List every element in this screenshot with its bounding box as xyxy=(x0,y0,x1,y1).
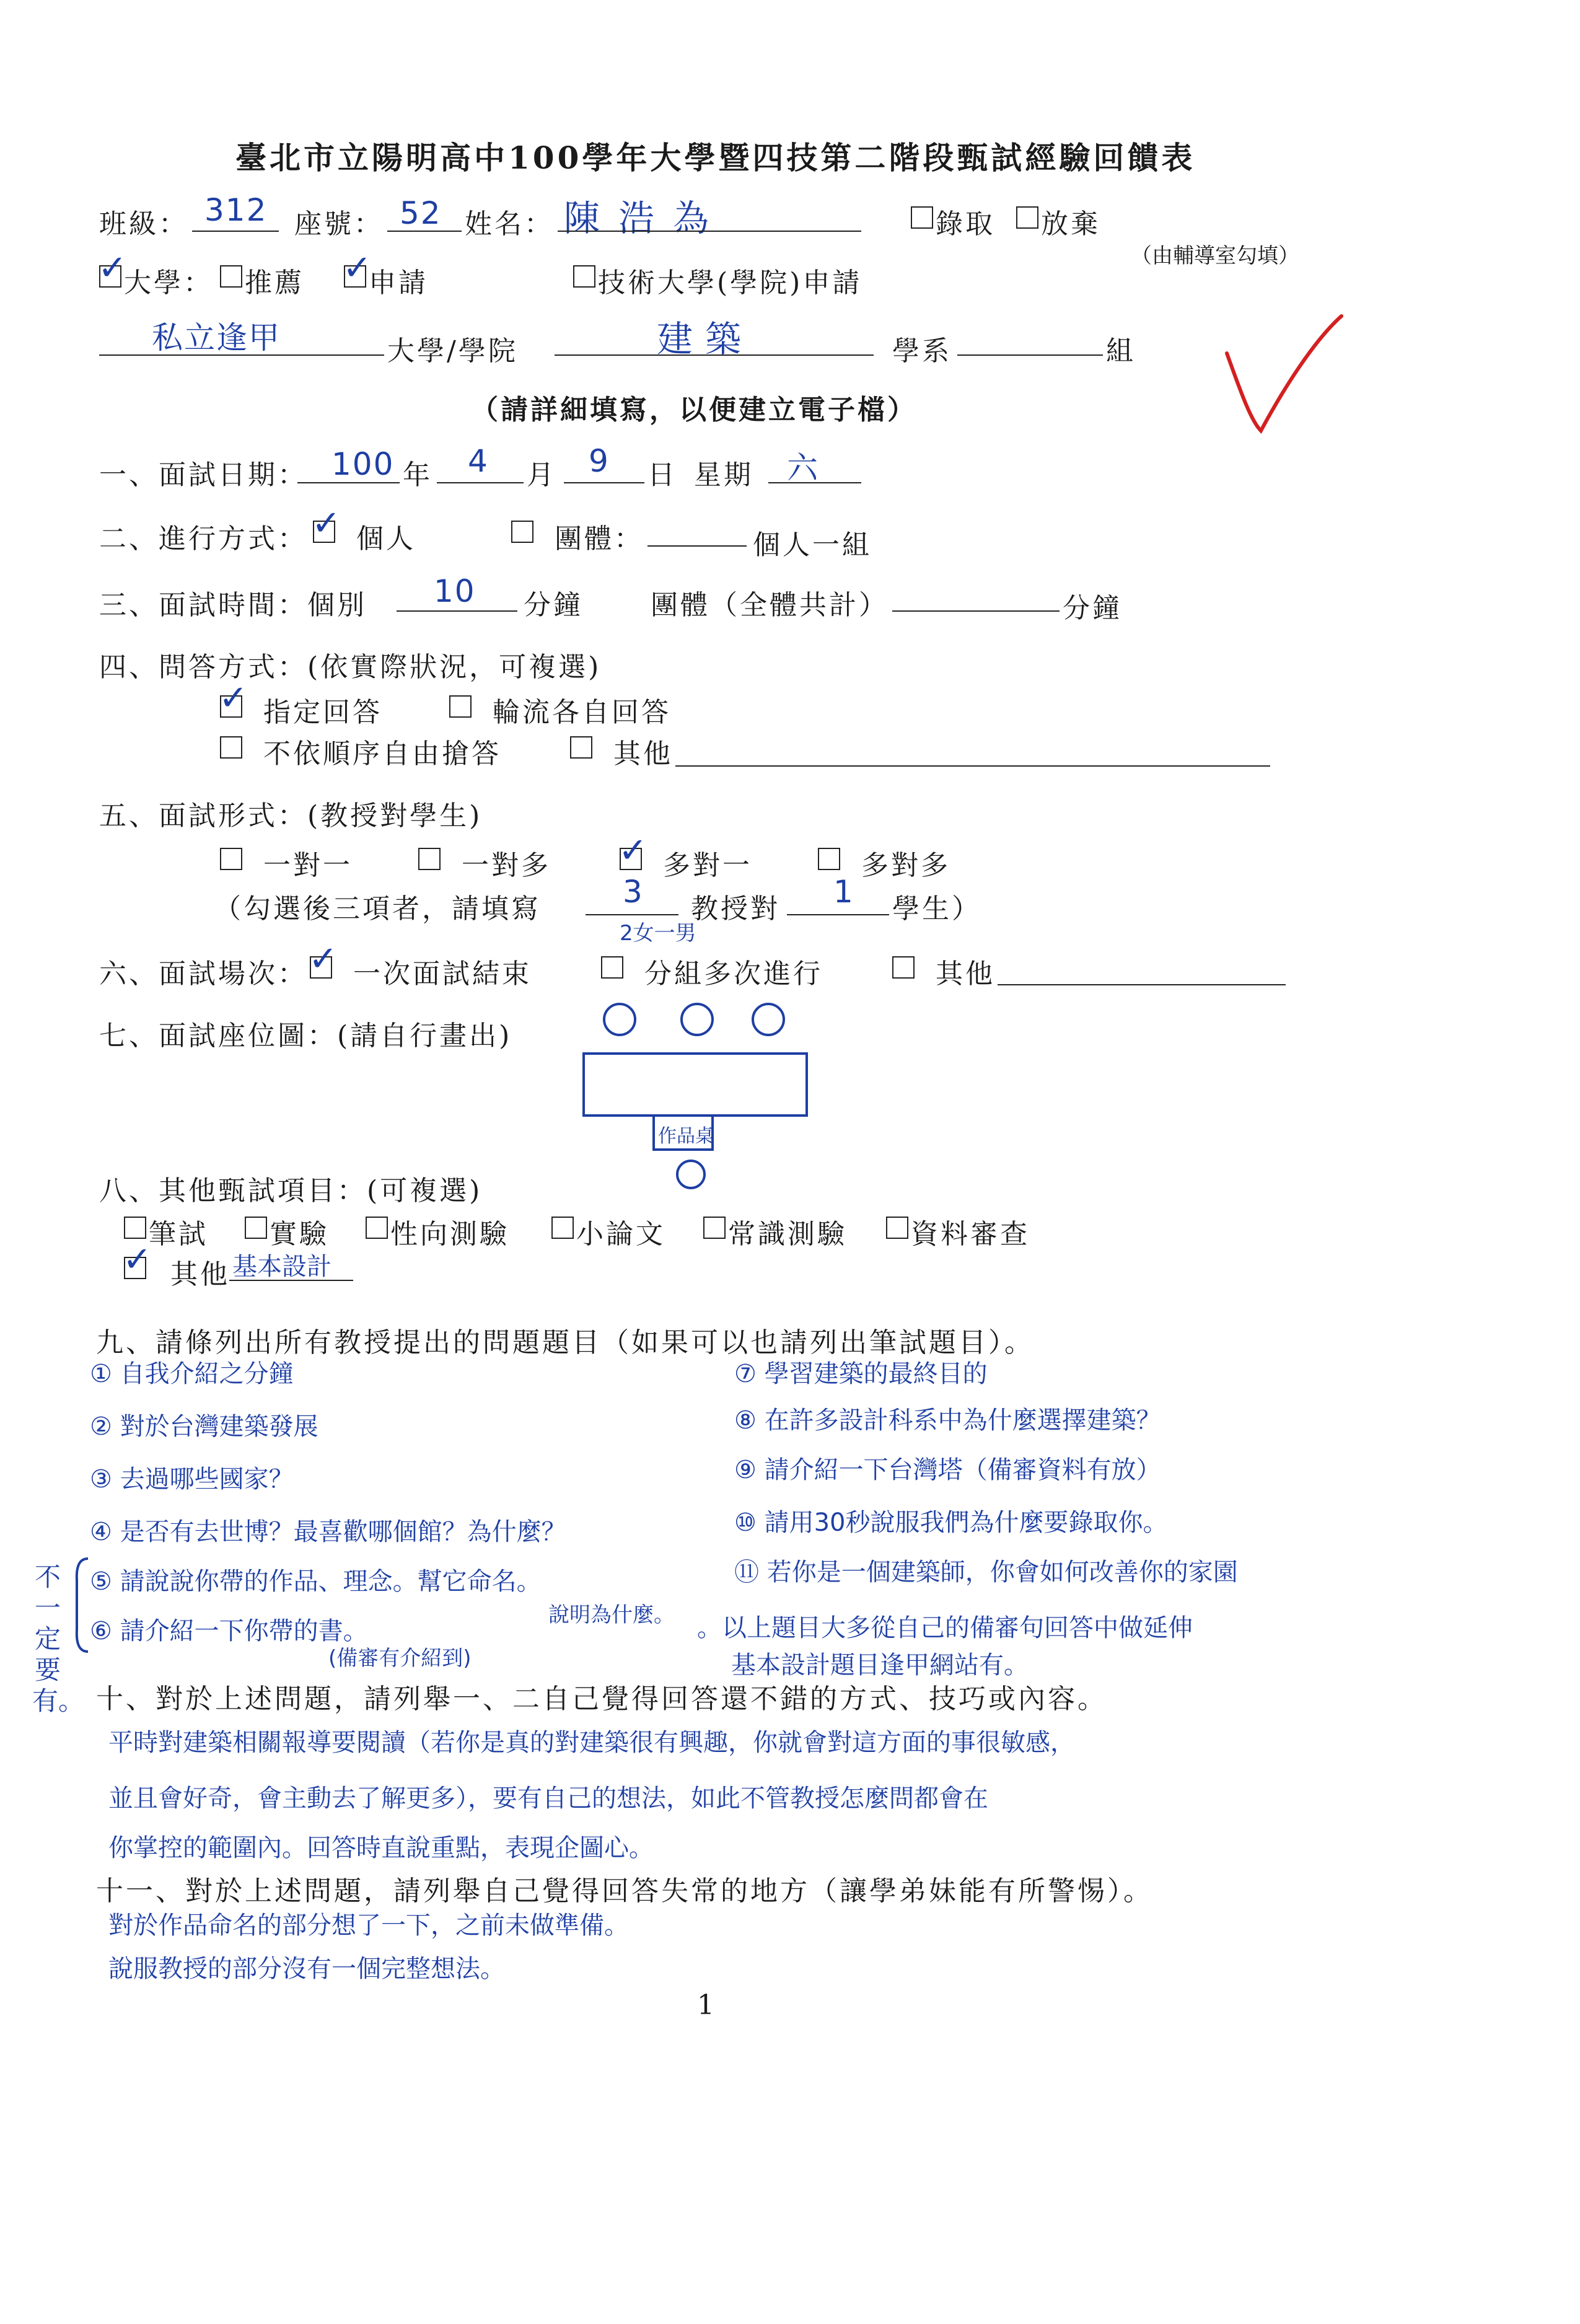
q2-individual-label: 個人 xyxy=(356,523,416,555)
q1-weekday-label: 星期 xyxy=(694,459,753,491)
apply-checkbox[interactable] xyxy=(344,265,366,288)
q1-day-value: 9 xyxy=(589,443,610,479)
dept-label: 學系 xyxy=(892,335,952,367)
q3-group-label: 團體（全體共計） xyxy=(651,589,889,621)
q5-opt3-checkbox[interactable] xyxy=(620,848,642,870)
q5-opt2-label: 一對多 xyxy=(462,850,551,881)
q2-group-label: 團體： xyxy=(555,523,644,555)
professor-table xyxy=(584,1054,807,1116)
q3-label: 三、面試時間：個別 xyxy=(99,589,367,621)
admit-checkbox[interactable] xyxy=(911,206,933,229)
apply-label: 申請 xyxy=(369,267,428,299)
q9-right-item-7: ⑦ 學習建築的最終目的 xyxy=(734,1360,988,1388)
q9-summary-1: 。以上題目大多從自己的備審句回答中做延伸 xyxy=(697,1614,1193,1642)
q9-summary-2: 基本設計題目逢甲網站有。 xyxy=(731,1651,1029,1679)
q6-opt1-checkbox[interactable] xyxy=(310,956,332,979)
q5-student-label: 學生） xyxy=(892,893,981,925)
q2-label: 二、進行方式： xyxy=(99,523,307,555)
q4-label: 四、問答方式：(依實際狀況，可複選) xyxy=(99,651,602,683)
q8-label: 八、其他甄試項目：(可複選) xyxy=(99,1175,483,1207)
q10-label: 十、對於上述問題，請列舉一、二自己覺得回答還不錯的方式、技巧或內容。 xyxy=(96,1683,1107,1715)
q10-line-1: 平時對建築相關報導要閱讀（若你是真的對建築很有興趣，你就會對這方面的事很敏感， xyxy=(108,1728,1075,1757)
q4-opt4-label: 其他 xyxy=(613,738,673,770)
q5-opt2-checkbox[interactable] xyxy=(418,848,441,870)
q4-opt3-label: 不依順序自由搶答 xyxy=(263,738,501,770)
bracket-icon xyxy=(69,1556,94,1655)
q5-opt4-label: 多對多 xyxy=(861,850,950,881)
q1-year-value: 100 xyxy=(331,446,395,482)
q11-label: 十一、對於上述問題，請列舉自己覺得回答失常的地方（讓學弟妹能有所警惕）。 xyxy=(96,1875,1153,1907)
q3-individual-minutes: 10 xyxy=(434,573,476,609)
professor-seat-1 xyxy=(604,1004,635,1035)
q6-opt3-checkbox[interactable] xyxy=(892,956,915,979)
seat-value: 52 xyxy=(400,195,442,231)
professor-seat-3 xyxy=(753,1004,784,1035)
q5-professor-label: 教授對 xyxy=(691,893,780,925)
q6-opt2-checkbox[interactable] xyxy=(601,956,623,979)
q9-left-note-b: (備審有介紹到) xyxy=(328,1646,472,1671)
q9-right-item-10: ⑩ 請用30秒說服我們為什麼要錄取你。 xyxy=(734,1508,1168,1537)
q2-individual-checkbox[interactable] xyxy=(313,521,335,543)
q4-opt1-checkbox[interactable] xyxy=(220,695,242,718)
q1-weekday-value: 六 xyxy=(787,450,819,486)
q6-opt2-label: 分組多次進行 xyxy=(644,958,823,990)
university-checkbox[interactable] xyxy=(99,265,121,288)
q8-opt7-checkbox[interactable] xyxy=(124,1257,146,1279)
q11-line-1: 對於作品命名的部分想了一下，之前未做準備。 xyxy=(108,1911,629,1940)
q10-line-3: 你掌控的範圍內。回答時直說重點，表現企圖心。 xyxy=(108,1834,654,1862)
giveup-checkbox[interactable] xyxy=(1016,206,1038,229)
q8-opt1-checkbox[interactable] xyxy=(124,1217,146,1239)
seating-chart-sketch xyxy=(576,998,824,1196)
q9-left-item-5: ⑤ 請說說你帶的作品、理念。幫它命名。 xyxy=(90,1567,542,1596)
q4-opt4-checkbox[interactable] xyxy=(570,736,592,759)
q3-min-label: 分鐘 xyxy=(524,589,583,621)
q1-month-label: 月 xyxy=(527,459,556,491)
q1-label: 一、面試日期： xyxy=(99,459,307,491)
q9-right-item-11: ⑪ 若你是一個建築師，你會如何改善你的家園 xyxy=(734,1558,1238,1587)
q1-day-label: 日 xyxy=(647,459,677,491)
q9-left-item-2: ② 對於台灣建築發展 xyxy=(90,1412,318,1441)
q1-month-value: 4 xyxy=(468,443,489,479)
q8-opt3-checkbox[interactable] xyxy=(366,1217,388,1239)
q11-line-2: 說服教授的部分沒有一個完整想法。 xyxy=(108,1955,505,1983)
tech-apply-label: 技術大學(學院)申請 xyxy=(598,267,862,299)
q7-label: 七、面試座位圖：(請自行畫出) xyxy=(99,1020,512,1052)
tech-apply-checkbox[interactable] xyxy=(573,265,595,288)
q9-side-note: 不一定要有。 xyxy=(32,1562,85,1716)
q4-opt3-checkbox[interactable] xyxy=(220,736,242,759)
student-seat xyxy=(677,1161,704,1188)
q9-left-item-1: ① 自我介紹之分鐘 xyxy=(90,1360,294,1388)
q9-right-item-8: ⑧ 在許多設計科系中為什麼選擇建築？ xyxy=(734,1406,1161,1435)
giveup-label: 放棄 xyxy=(1041,208,1100,240)
q5-opt1-label: 一對一 xyxy=(263,850,353,881)
q5-label: 五、面試形式：(教授對學生) xyxy=(99,800,483,832)
q6-opt1-label: 一次面試結束 xyxy=(353,958,532,990)
q8-opt7-label: 其他 xyxy=(170,1259,230,1290)
q5-opt4-checkbox[interactable] xyxy=(818,848,840,870)
name-value: 陳浩為 xyxy=(564,197,728,239)
q5-fill-prefix: （勾選後三項者，請填寫 xyxy=(214,893,541,925)
q6-opt3-label: 其他 xyxy=(936,958,995,990)
school-value: 私立逢甲 xyxy=(152,320,281,356)
q4-opt2-label: 輪流各自回答 xyxy=(493,697,671,728)
q9-left-item-4: ④ 是否有去世博？最喜歡哪個館？為什麼？ xyxy=(90,1518,566,1546)
q5-professor-note: 2女一男 xyxy=(620,921,696,946)
q8-opt6-checkbox[interactable] xyxy=(886,1217,908,1239)
dept-value: 建築 xyxy=(657,318,754,360)
name-label: 姓名： xyxy=(465,208,554,240)
school-label: 大學/學院 xyxy=(387,335,518,367)
q8-other-value: 基本設計 xyxy=(232,1252,331,1281)
work-table-label: 作品桌 xyxy=(658,1125,714,1147)
red-check-mark-icon xyxy=(1214,304,1351,446)
q9-right-item-9: ⑨ 請介紹一下台灣塔（備審資料有放） xyxy=(734,1456,1161,1484)
class-value: 312 xyxy=(204,192,268,228)
q8-opt4-checkbox[interactable] xyxy=(551,1217,574,1239)
seat-label: 座號： xyxy=(294,208,384,240)
q5-opt3-label: 多對一 xyxy=(663,850,752,881)
office-note: （由輔導室勾填） xyxy=(1131,244,1299,268)
q9-left-item-6: ⑥ 請介紹一下你帶的書。 xyxy=(90,1617,368,1645)
group-label: 組 xyxy=(1106,335,1136,367)
q5-professor-count: 3 xyxy=(623,874,644,910)
q5-opt1-checkbox[interactable] xyxy=(220,848,242,870)
q8-opt5-checkbox[interactable] xyxy=(703,1217,726,1239)
fill-note: （請詳細填寫，以便建立電子檔） xyxy=(471,394,917,426)
q5-student-count: 1 xyxy=(833,874,854,910)
q9-label: 九、請條列出所有教授提出的問題題目（如果可以也請列出筆試題目）。 xyxy=(96,1327,1034,1358)
q9-left-item-3: ③ 去過哪些國家？ xyxy=(90,1465,294,1494)
admit-label: 錄取 xyxy=(936,208,995,240)
q1-year-label: 年 xyxy=(403,459,432,491)
q10-line-2: 並且會好奇，會主動去了解更多），要有自己的想法，如此不管教授怎麼問都會在 xyxy=(108,1784,988,1813)
q4-opt2-checkbox[interactable] xyxy=(449,695,472,718)
university-label: 大學： xyxy=(124,267,213,299)
recommend-label: 推薦 xyxy=(245,267,304,299)
class-label: 班級： xyxy=(99,208,188,240)
q8-opt4-label: 小論文 xyxy=(576,1218,665,1250)
q8-opt5-label: 常識測驗 xyxy=(728,1218,847,1250)
q2-group-suffix: 個人一組 xyxy=(753,529,872,561)
q2-group-checkbox[interactable] xyxy=(511,521,533,543)
professor-seat-2 xyxy=(682,1004,713,1035)
q9-left-note-a: 說明為什麼。 xyxy=(548,1603,675,1627)
q8-opt2-label: 實驗 xyxy=(270,1218,329,1250)
q8-opt2-checkbox[interactable] xyxy=(245,1217,267,1239)
recommend-checkbox[interactable] xyxy=(220,265,242,288)
page-number: 1 xyxy=(697,1989,717,2021)
q8-opt6-label: 資料審查 xyxy=(911,1218,1030,1250)
q8-opt1-label: 筆試 xyxy=(149,1218,208,1250)
q4-opt1-label: 指定回答 xyxy=(263,697,382,728)
q8-opt3-label: 性向測驗 xyxy=(390,1218,509,1250)
q6-label: 六、面試場次： xyxy=(99,958,307,990)
page-title: 臺北市立陽明高中100學年大學暨四技第二階段甄試經驗回饋表 xyxy=(235,139,1196,176)
q3-group-min-label: 分鐘 xyxy=(1063,592,1122,624)
